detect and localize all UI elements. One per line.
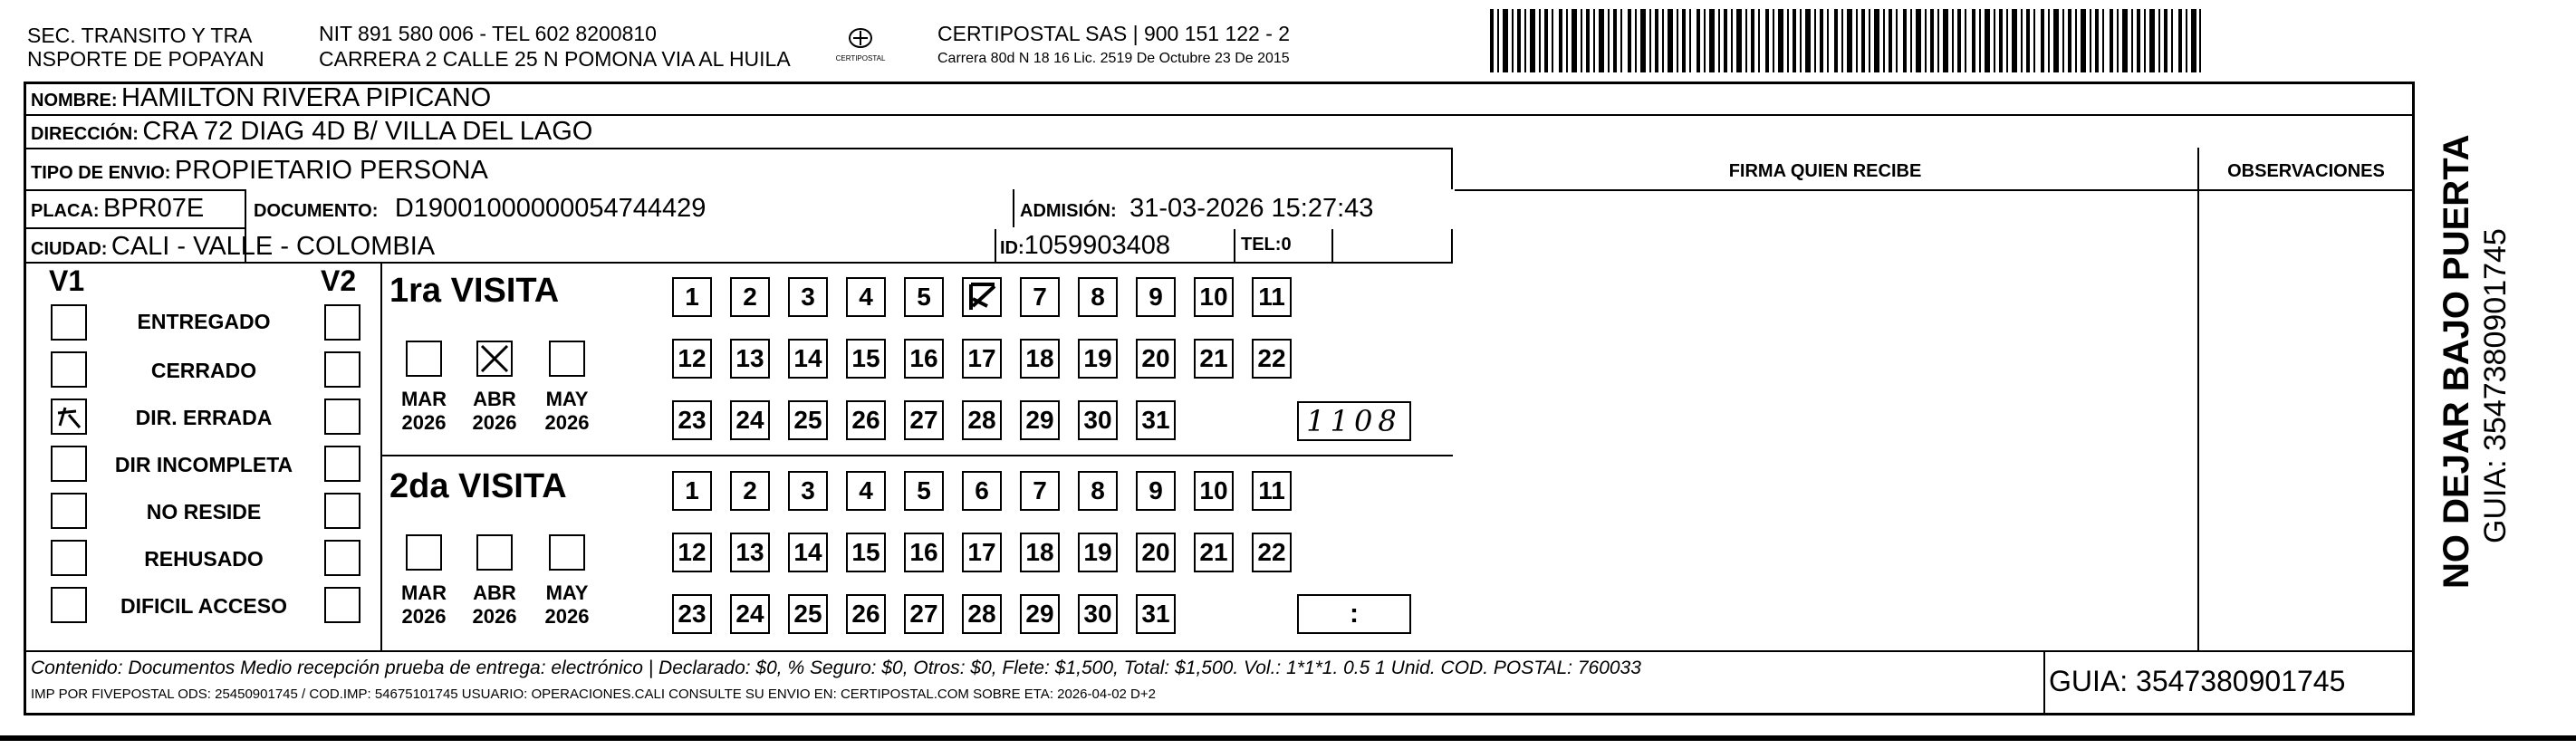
day-label: 8	[1091, 283, 1105, 311]
id-row	[1000, 231, 1170, 261]
day-label: 24	[735, 600, 764, 628]
guia-footer: GUIA: 3547380901745	[2049, 665, 2346, 697]
firma-label: FIRMA QUIEN RECIBE	[1728, 161, 1922, 181]
day-label: 19	[1083, 538, 1112, 566]
day-label: 28	[967, 406, 996, 434]
documento-value: D19001000000054744429	[394, 194, 706, 223]
first-visit-day-8[interactable]	[1078, 277, 1118, 317]
row-divider	[24, 650, 2415, 652]
first-visit-day-14[interactable]	[788, 339, 828, 379]
day-label: 12	[678, 538, 706, 566]
first-visit-day-24[interactable]	[730, 400, 770, 440]
day-label: 15	[851, 538, 880, 566]
name-value: HAMILTON RIVERA PIPICANO	[121, 83, 492, 112]
first-visit-day-18[interactable]	[1020, 339, 1060, 379]
second-visit-day-6[interactable]	[962, 471, 1002, 511]
first-visit-day-15[interactable]	[846, 339, 886, 379]
first-visit-day-28[interactable]	[962, 400, 1002, 440]
reason-cerrado: CERRADO	[150, 359, 257, 382]
second-visit-month-may[interactable]	[549, 534, 585, 571]
second-visit-day-13[interactable]	[730, 533, 770, 572]
first-visit-day-12[interactable]	[672, 339, 712, 379]
day-label: 3	[801, 283, 815, 311]
first-visit-day-29[interactable]	[1020, 400, 1060, 440]
day-label: 7	[1033, 476, 1047, 504]
nit-line: NIT 891 580 006 - TEL 602 8200810	[319, 22, 657, 45]
day-label: 10	[1199, 476, 1228, 504]
day-label: 27	[909, 600, 938, 628]
first-visit-title: 1ra VISITA	[389, 272, 560, 310]
day-label: 8	[1091, 476, 1105, 504]
second-visit-day-11[interactable]	[1252, 471, 1292, 511]
first-visit-day-10[interactable]	[1194, 277, 1234, 317]
tel-value: 0	[1281, 235, 1292, 254]
first-visit-month-label-mar: MAR 2026	[400, 388, 447, 434]
license-line: Carrera 80d N 18 16 Lic. 2519 De Octubre 23 De 2015	[937, 51, 1290, 66]
content-line: Contenido: Documentos Medio recepción prueba de entrega: electrónico | Declarado: $0, % Seguro: $0, Otros: $0, Flete: $1,500, Total: $1,500. Vol.: 1*1*1. 0.5 1 Unid. COD. POSTAL: 760033	[31, 658, 1641, 678]
day-label: 22	[1257, 538, 1286, 566]
tel-row	[1241, 235, 1292, 255]
observaciones-area[interactable]	[2199, 191, 2413, 649]
day-label: 16	[909, 344, 938, 372]
day-label: 13	[735, 344, 764, 372]
v2-checkbox[interactable]	[324, 587, 360, 623]
first-visit-day-11[interactable]	[1252, 277, 1292, 317]
second-visit-month-mar[interactable]	[406, 534, 442, 571]
sender-line-2: NSPORTE DE POPAYAN	[27, 47, 264, 71]
v2-checkbox[interactable]	[324, 399, 360, 435]
day-label: 14	[793, 344, 822, 372]
first-visit-day-5[interactable]	[904, 277, 944, 317]
placa-label: PLACA:	[31, 201, 100, 221]
ciudad-label: CIUDAD:	[31, 239, 108, 259]
logo-small-text: CERTIPOSTAL	[835, 54, 886, 62]
company-line: CERTIPOSTAL SAS | 900 151 122 - 2	[937, 22, 1291, 45]
address-line: CARRERA 2 CALLE 25 N POMONA VIA AL HUILA	[319, 47, 791, 71]
second-visit-day-7[interactable]	[1020, 471, 1060, 511]
second-visit-day-10[interactable]	[1194, 471, 1234, 511]
day-label: 1	[685, 283, 699, 311]
observaciones-label: OBSERVACIONES	[2227, 161, 2385, 181]
day-label: 17	[967, 344, 996, 372]
first-visit-day-19[interactable]	[1078, 339, 1118, 379]
documento-row	[254, 194, 706, 224]
day-label: 24	[735, 406, 764, 434]
second-visit-time-box[interactable]	[1297, 594, 1411, 634]
day-label: 4	[859, 283, 873, 311]
name-row	[31, 83, 491, 113]
day-label: 20	[1141, 344, 1170, 372]
day-label: 5	[917, 476, 931, 504]
second-visit-day-12[interactable]	[672, 533, 712, 572]
day-label: 12	[678, 344, 706, 372]
first-visit-month-label-abr: ABR 2026	[472, 388, 517, 434]
side-warning: NO DEJAR BAJO PUERTA	[2437, 134, 2476, 589]
first-visit-day-26[interactable]	[846, 400, 886, 440]
tipo-label: TIPO DE ENVIO:	[31, 163, 171, 183]
day-label: 9	[1149, 476, 1163, 504]
second-visit-day-29[interactable]	[1020, 594, 1060, 634]
first-visit-month-mar[interactable]	[406, 341, 442, 377]
admision-row	[1020, 194, 1373, 224]
second-visit-day-15[interactable]	[846, 533, 886, 572]
id-value: 1059903408	[1024, 231, 1170, 260]
second-visit-day-28[interactable]	[962, 594, 1002, 634]
day-label: 1	[685, 476, 699, 504]
address-value: CRA 72 DIAG 4D B/ VILLA DEL LAGO	[142, 117, 593, 146]
second-visit-day-22[interactable]	[1252, 533, 1292, 572]
reason-dificil-acceso: DIFICIL ACCESO	[120, 594, 287, 618]
second-visit-month-abr[interactable]	[476, 534, 513, 571]
first-visit-day-20[interactable]	[1136, 339, 1176, 379]
second-visit-day-2[interactable]	[730, 471, 770, 511]
id-label: ID:	[1000, 238, 1024, 258]
second-visit-day-24[interactable]	[730, 594, 770, 634]
first-visit-time-value: 1108	[1306, 404, 1402, 438]
cut-line	[0, 735, 2576, 741]
reason-entregado: ENTREGADO	[137, 310, 271, 333]
day-label: 20	[1141, 538, 1170, 566]
first-visit-day-30[interactable]	[1078, 400, 1118, 440]
v2-checkbox[interactable]	[324, 304, 360, 341]
v2-checkbox[interactable]	[324, 351, 360, 388]
day-label: 18	[1025, 538, 1054, 566]
day-label: 28	[967, 600, 996, 628]
second-visit-day-8[interactable]	[1078, 471, 1118, 511]
second-visit-day-19[interactable]	[1078, 533, 1118, 572]
barcode	[1490, 9, 2201, 72]
day-label: 4	[859, 476, 873, 504]
day-label: 23	[678, 406, 706, 434]
day-label: 18	[1025, 344, 1054, 372]
second-visit-day-3[interactable]	[788, 471, 828, 511]
day-label: 3	[801, 476, 815, 504]
first-visit-day-6[interactable]	[962, 277, 1002, 317]
second-visit-title: 2da VISITA	[389, 467, 567, 505]
day-label: 19	[1083, 344, 1112, 372]
day-label: 17	[967, 538, 996, 566]
barcode-icon	[1490, 9, 2201, 72]
first-visit-day-1[interactable]	[672, 277, 712, 317]
day-label: 9	[1149, 283, 1163, 311]
day-label: 11	[1258, 283, 1285, 311]
admision-value: 31-03-2026 15:27:43	[1129, 194, 1374, 223]
admision-label: ADMISIÓN:	[1020, 201, 1117, 221]
checkmark-icon	[964, 279, 1000, 315]
day-label: 29	[1025, 406, 1054, 434]
second-visit-day-5[interactable]	[904, 471, 944, 511]
sender-line-1: SEC. TRANSITO Y TRA	[27, 24, 253, 47]
day-label: 30	[1083, 600, 1112, 628]
day-label: 31	[1141, 406, 1170, 434]
day-label: 7	[1033, 283, 1047, 311]
address-label: DIRECCIÓN:	[31, 124, 139, 144]
first-visit-day-17[interactable]	[962, 339, 1002, 379]
second-visit-day-16[interactable]	[904, 533, 944, 572]
checkmark-icon	[478, 342, 511, 375]
day-label: 16	[909, 538, 938, 566]
second-visit-day-14[interactable]	[788, 533, 828, 572]
first-visit-day-13[interactable]	[730, 339, 770, 379]
v2-checkbox[interactable]	[324, 493, 360, 529]
day-label: 11	[1258, 476, 1285, 504]
day-label: 5	[917, 283, 931, 311]
first-visit-day-7[interactable]	[1020, 277, 1060, 317]
signature-area[interactable]	[1453, 191, 2197, 649]
first-visit-day-23[interactable]	[672, 400, 712, 440]
col-divider	[1013, 189, 1014, 227]
first-visit-month-may[interactable]	[549, 341, 585, 377]
day-label: 14	[793, 538, 822, 566]
row-divider	[24, 148, 1453, 149]
day-label: 30	[1083, 406, 1112, 434]
second-visit-month-label-mar: MAR 2026	[400, 581, 447, 628]
first-visit-day-21[interactable]	[1194, 339, 1234, 379]
second-visit-day-21[interactable]	[1194, 533, 1234, 572]
row-divider	[24, 114, 2415, 116]
day-label: 26	[851, 600, 880, 628]
name-label: NOMBRE:	[31, 91, 118, 110]
tipo-value: PROPIETARIO PERSONA	[174, 156, 488, 185]
first-visit-month-label-may: MAY 2026	[544, 388, 590, 434]
tipo-row	[31, 156, 488, 186]
day-label: 21	[1199, 538, 1228, 566]
second-visit-day-9[interactable]	[1136, 471, 1176, 511]
visit-divider	[380, 455, 1453, 456]
first-visit-day-3[interactable]	[788, 277, 828, 317]
day-label: 13	[735, 538, 764, 566]
second-visit-day-30[interactable]	[1078, 594, 1118, 634]
first-visit-day-22[interactable]	[1252, 339, 1292, 379]
first-visit-day-31[interactable]	[1136, 400, 1176, 440]
day-label: 15	[851, 344, 880, 372]
day-label: 2	[743, 476, 757, 504]
ciudad-row	[31, 232, 435, 262]
second-visit-day-17[interactable]	[962, 533, 1002, 572]
reason-dir-incompleta: DIR INCOMPLETA	[114, 453, 293, 476]
first-visit-day-16[interactable]	[904, 339, 944, 379]
placa-value: BPR07E	[103, 194, 205, 223]
first-visit-day-27[interactable]	[904, 400, 944, 440]
day-label: 2	[743, 283, 757, 311]
second-visit-month-label-may: MAY 2026	[544, 581, 590, 628]
second-visit-day-31[interactable]	[1136, 594, 1176, 634]
day-label: 27	[909, 406, 938, 434]
v2-label: V2	[321, 264, 357, 297]
col-divider	[2043, 650, 2045, 715]
v1-label: V1	[49, 264, 85, 297]
side-guia: GUIA: 3547380901745	[2478, 228, 2513, 543]
first-visit-day-9[interactable]	[1136, 277, 1176, 317]
day-label: 31	[1141, 600, 1170, 628]
second-visit-day-23[interactable]	[672, 594, 712, 634]
first-visit-month-abr[interactable]	[476, 341, 513, 377]
reason-no-reside: NO RESIDE	[146, 500, 262, 523]
documento-label: DOCUMENTO:	[254, 201, 379, 221]
address-row	[31, 117, 592, 147]
company-logo	[833, 24, 888, 67]
tel-label: TEL:	[1241, 235, 1282, 254]
placa-row	[31, 194, 204, 224]
second-visit-day-27[interactable]	[904, 594, 944, 634]
day-label: 23	[678, 600, 706, 628]
second-visit-day-1[interactable]	[672, 471, 712, 511]
day-label: 25	[793, 406, 822, 434]
reason-dir-errada: DIR. ERRADA	[135, 406, 273, 429]
first-visit-day-25[interactable]	[788, 400, 828, 440]
second-visit-day-25[interactable]	[788, 594, 828, 634]
day-label: 29	[1025, 600, 1054, 628]
reason-rehusado: REHUSADO	[144, 547, 264, 571]
imp-line: IMP POR FIVEPOSTAL ODS: 25450901745 / COD.IMP: 54675101745 USUARIO: OPERACIONES.CALI CONSULTE SU ENVIO EN: CERTIPOSTAL.COM SOBRE ETA: 2026-04-02 D+2	[31, 687, 1156, 702]
ciudad-value: CALI - VALLE - COLOMBIA	[111, 232, 436, 261]
second-visit-day-18[interactable]	[1020, 533, 1060, 572]
first-visit-day-4[interactable]	[846, 277, 886, 317]
day-label: 6	[975, 476, 989, 504]
day-label: 10	[1199, 283, 1228, 311]
v2-checkbox[interactable]	[324, 540, 360, 576]
day-label: 26	[851, 406, 880, 434]
second-visit-day-20[interactable]	[1136, 533, 1176, 572]
second-visit-day-26[interactable]	[846, 594, 886, 634]
second-visit-day-4[interactable]	[846, 471, 886, 511]
v2-checkbox[interactable]	[324, 446, 360, 482]
day-label: 21	[1199, 344, 1228, 372]
day-label: 25	[793, 600, 822, 628]
second-visit-time-placeholder: :	[1350, 599, 1359, 629]
day-label: 22	[1257, 344, 1286, 372]
handwritten-mark-icon	[53, 400, 85, 433]
first-visit-day-2[interactable]	[730, 277, 770, 317]
second-visit-month-label-abr: ABR 2026	[472, 581, 517, 628]
first-visit-time-box[interactable]	[1297, 401, 1411, 441]
